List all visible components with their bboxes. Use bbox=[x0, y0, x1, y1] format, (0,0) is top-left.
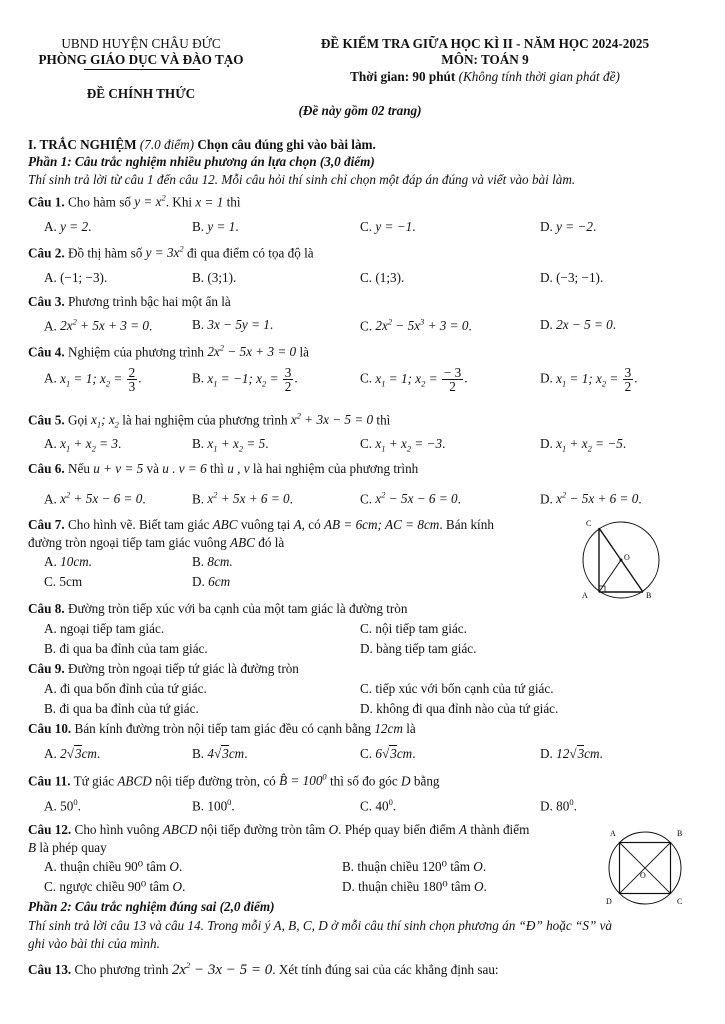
question-6: Câu 6. Nếu u + v = 5 và u . v = 6 thì u , v là hai nghiệm của phương trình bbox=[28, 461, 419, 476]
pages-note: (Đề này gồm 02 trang) bbox=[298, 103, 422, 118]
q6-option-d: D. $x^2 - 5x + 6 = 0$. bbox=[540, 490, 642, 507]
official-exam-label: ĐỀ CHÍNH THỨC bbox=[86, 86, 196, 101]
question-11: Câu 11. Tứ giác ABCD nội tiếp đường tròn, có B̂ = $100^0$ thì số đo góc D bằng bbox=[28, 772, 440, 789]
q5-option-c: C. $x_1 + x_2 = -3$. bbox=[360, 436, 446, 454]
q11-option-b: B. $100^0$. bbox=[192, 797, 235, 814]
svg-text:A: A bbox=[610, 829, 616, 838]
dept-name: UBND HUYỆN CHÂU ĐỨC bbox=[61, 36, 221, 51]
svg-text:O: O bbox=[640, 871, 646, 880]
question-7: Câu 7. Cho hình vẽ. Biết tam giác ABC vuông tại A, có AB = 6cm; AC = 8cm. Bán kính bbox=[28, 517, 494, 532]
q10-option-d: D. 12√3cm. bbox=[540, 746, 603, 761]
part2-title: Phần 2: Câu trắc nghiệm đúng sai (2,0 điểm) bbox=[28, 899, 275, 914]
svg-text:A: A bbox=[582, 591, 588, 600]
q1-option-d: D. y = −2. bbox=[540, 219, 597, 234]
q9-option-b: B. đi qua ba đỉnh của tứ giác. bbox=[44, 701, 199, 716]
question-12: Câu 12. Cho hình vuông ABCD nội tiếp đường tròn tâm O. Phép quay biến điểm A thành điểm bbox=[28, 822, 530, 837]
time-label: Thời gian: 90 phút bbox=[350, 69, 456, 84]
svg-text:C: C bbox=[586, 519, 592, 528]
q9-option-d: D. không đi qua đỉnh nào của tứ giác. bbox=[360, 701, 559, 716]
svg-text:B: B bbox=[646, 591, 652, 600]
q4-option-b: B. $x_1 = -1$; $x_2$ = $\frac{3}{2}$ . bbox=[192, 365, 298, 394]
part2-instructions-2: ghi vào bài thi của mình. bbox=[28, 936, 160, 951]
section-title: I. TRẮC NGHIỆM (7.0 điểm) Chọn câu đúng ghi vào bài làm. bbox=[28, 137, 376, 152]
q3-option-b: B. 3x − 5y = 1. bbox=[192, 317, 274, 332]
part1-instructions: Thí sinh trả lời từ câu 1 đến câu 12. Mỗi câu hỏi thí sinh chỉ chọn một đáp án đúng và viết vào bài làm. bbox=[28, 172, 576, 187]
question-3: Câu 3. Phương trình bậc hai một ẩn là bbox=[28, 294, 231, 309]
question-10: Câu 10. Bán kính đường tròn nội tiếp tam giác đều có cạnh bằng 12cm là bbox=[28, 721, 416, 736]
q6-option-c: C. $x^2 - 5x - 6 = 0$. bbox=[360, 490, 461, 507]
q1-option-c: C. y = −1. bbox=[360, 219, 416, 234]
q7-option-a: A. 10cm. bbox=[44, 554, 92, 569]
q6-option-a: A. $x^2 + 5x - 6 = 0$. bbox=[44, 490, 146, 507]
svg-text:B: B bbox=[677, 829, 683, 838]
header-underline bbox=[84, 69, 200, 70]
q3-option-a: A. $2x^2 + 5x + 3 = 0$. bbox=[44, 317, 153, 334]
q12-option-c: C. ngược chiều 90⁰ tâm O. bbox=[44, 879, 186, 894]
q5-option-d: D. $x_1 + x_2 = -5$. bbox=[540, 436, 627, 454]
q1-option-b: B. y = 1. bbox=[192, 219, 239, 234]
q2-option-a: A. (−1; −3). bbox=[44, 270, 108, 285]
q8-option-d: D. bàng tiếp tam giác. bbox=[360, 641, 477, 656]
q6-option-b: B. $x^2 + 5x + 6 = 0$. bbox=[192, 490, 293, 507]
q8-option-c: C. nội tiếp tam giác. bbox=[360, 621, 467, 636]
q9-option-a: A. đi qua bốn đỉnh của tứ giác. bbox=[44, 681, 207, 696]
question-9: Câu 9. Đường tròn ngoại tiếp tứ giác là đường tròn bbox=[28, 661, 299, 676]
q8-option-a: A. ngoại tiếp tam giác. bbox=[44, 621, 165, 636]
q2-option-d: D. (−3; −1). bbox=[540, 270, 604, 285]
q4-option-a: A. $x_1 = 1$; $x_2$ = $\frac{2}{3}$ . bbox=[44, 365, 142, 394]
q8-option-b: B. đi qua ba đỉnh của tam giác. bbox=[44, 641, 208, 656]
q3-option-c: C. $2x^2 - 5x^3 + 3 = 0$. bbox=[360, 317, 472, 334]
office-name: PHÒNG GIÁO DỤC VÀ ĐÀO TẠO bbox=[38, 52, 244, 67]
question-1: Câu 1. Cho hàm số $y = x^2$. Khi x = 1 thì bbox=[28, 193, 241, 210]
question-5: Câu 5. Gọi $x_1$; $x_2$ là hai nghiệm của phương trình $x^2 + 3x - 5 = 0$ thì bbox=[28, 411, 391, 431]
q9-option-c: C. tiếp xúc với bốn cạnh của tứ giác. bbox=[360, 681, 554, 696]
q4-option-d: D. $x_1 = 1$; $x_2$ = $\frac{3}{2}$ . bbox=[540, 365, 638, 394]
part2-instructions-1: Thí sinh trả lời câu 13 và câu 14. Trong mỗi ý A, B, C, D ở mỗi câu thí sinh chọn phương án “Đ” hoặc “S” và bbox=[28, 918, 613, 933]
exam-title: ĐỀ KIỂM TRA GIỮA HỌC KÌ II - NĂM HỌC 2024-2025 bbox=[320, 36, 650, 51]
question-2: Câu 2. Đồ thị hàm số $y = 3x^2$ đi qua điểm có tọa độ là bbox=[28, 244, 314, 261]
q2-option-c: C. (1;3). bbox=[360, 270, 405, 285]
question-8: Câu 8. Đường tròn tiếp xúc với ba cạnh của một tam giác là đường tròn bbox=[28, 601, 408, 616]
svg-text:D: D bbox=[606, 897, 612, 906]
q7-option-c: C. 5cm bbox=[44, 574, 83, 589]
q12-square-figure bbox=[602, 828, 688, 908]
subject: MÔN: TOÁN 9 bbox=[441, 52, 529, 67]
q7-option-b: B. 8cm. bbox=[192, 554, 233, 569]
q11-option-d: D. $80^0$. bbox=[540, 797, 577, 814]
question-12-line2: B là phép quay bbox=[28, 840, 107, 855]
q1-option-a: A. y = 2. bbox=[44, 219, 92, 234]
center-point bbox=[620, 559, 623, 562]
svg-text:C: C bbox=[677, 897, 683, 906]
part1-title: Phần 1: Câu trắc nghiệm nhiều phương án lựa chọn (3,0 điểm) bbox=[28, 154, 375, 169]
q10-option-c: C. 6√3cm. bbox=[360, 746, 416, 761]
q11-option-a: A. $50^0$. bbox=[44, 797, 81, 814]
question-7-line2: đường tròn ngoại tiếp tam giác vuông ABC đó là bbox=[28, 535, 285, 550]
q7-circle-figure bbox=[578, 516, 664, 602]
q12-option-b: B. thuận chiều 120⁰ tâm O. bbox=[342, 859, 487, 874]
q10-option-a: A. 2√3cm. bbox=[44, 746, 101, 761]
q10-option-b: B. 4√3cm. bbox=[192, 746, 248, 761]
svg-text:O: O bbox=[624, 553, 630, 562]
q3-option-d: D. 2x − 5 = 0. bbox=[540, 317, 617, 332]
time-line bbox=[270, 69, 700, 85]
q5-option-a: A. $x_1 + x_2 = 3$. bbox=[44, 436, 122, 454]
q11-option-c: C. $40^0$. bbox=[360, 797, 397, 814]
q4-option-c: C. $x_1 = 1$; $x_2$ = $\frac{- 3}{2}$ . bbox=[360, 365, 468, 394]
q7-option-d: D. 6cm bbox=[192, 574, 231, 589]
q12-option-d: D. thuận chiều 180⁰ tâm O. bbox=[342, 879, 487, 894]
time-note: (Không tính thời gian phát đề) bbox=[458, 69, 620, 84]
q5-option-b: B. $x_1 + x_2 = 5$. bbox=[192, 436, 269, 454]
q12-option-a: A. thuận chiều 90⁰ tâm O. bbox=[44, 859, 183, 874]
question-13: Câu 13. Cho phương trình $2x^2 - 3x - 5 = 0$. Xét tính đúng sai của các khẳng định sau: bbox=[28, 960, 499, 978]
question-4: Câu 4. Nghiệm của phương trình $2x^2 - 5x + 3 = 0$ là bbox=[28, 343, 309, 360]
q2-option-b: B. (3;1). bbox=[192, 270, 237, 285]
median-ao bbox=[599, 560, 621, 592]
